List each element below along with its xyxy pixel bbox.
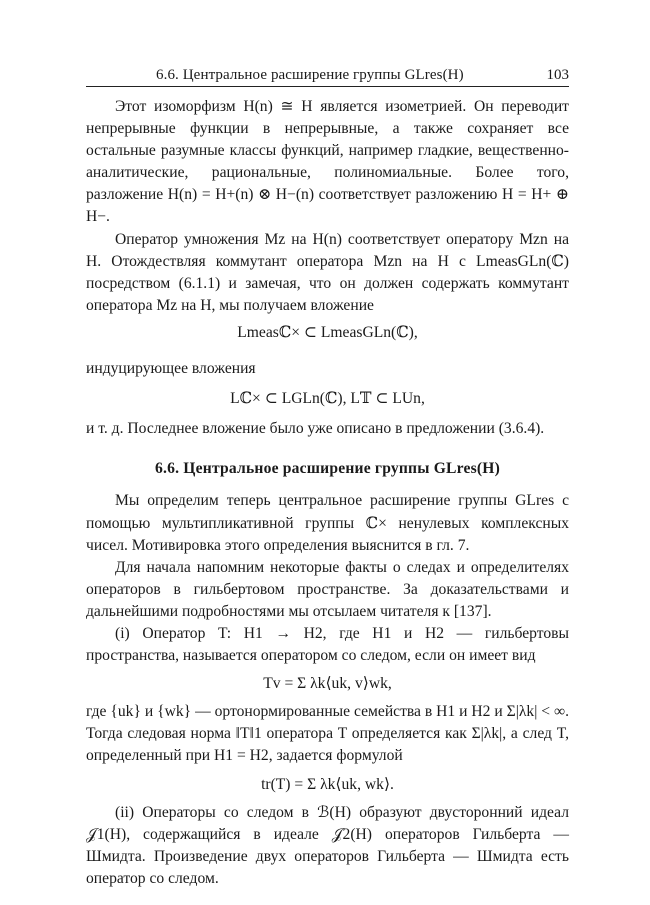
paragraph: Этот изоморфизм H(n) ≅ H является изометрией. Он переводит непрерывные функции в непрерывные, а также сохраняет все остальные разумные классы функций, например гладкие, вещественно-аналитические, рациональные, полиномиальные. Более того, разложение H(n) = H+(n) ⊗ H−(n) соответствует разложению H = H+ ⊕ H−. — [86, 98, 569, 226]
paragraph: индуцирующее вложения — [86, 360, 256, 378]
running-title: 6.6. Центральное расширение группы GLres(H) — [156, 67, 464, 83]
formula: tr(T) = Σ λk⟨uk, wk⟩. — [261, 775, 394, 793]
running-header — [86, 66, 569, 87]
formula: Tv = Σ λk⟨uk, v⟩wk, — [263, 675, 392, 693]
formula: Lmeasℂ× ⊂ LmeasGLn(ℂ), — [237, 323, 418, 341]
page-body — [86, 96, 569, 890]
paragraph: (ii) Операторы со следом в ℬ(H) образуют двусторонний идеал 𝒥1(H), содержащийся в идеале 𝒥2(H) операторов Гильберта — Шмидта. Произведение двух операторов Гильберта — Шмидта есть оператор со следом. — [86, 803, 569, 887]
paragraph: и т. д. Последнее вложение было уже описано в предложении (3.6.4). — [86, 420, 545, 438]
formula: Lℂ× ⊂ LGLn(ℂ), L𝕋 ⊂ LUn, — [230, 390, 425, 408]
paragraph: Мы определим теперь центральное расширение группы GLres с помощью мультипликативной группы ℂ× ненулевых комплексных чисел. Мотивировка этого определения выяснится в гл. 7. — [86, 492, 569, 554]
page-number: 103 — [546, 67, 569, 83]
paragraph: Оператор умножения Mz на H(n) соответствует оператору Mzn на H. Отождествляя коммутант оператора Mzn на H с LmeasGLn(ℂ) посредством (6.1.1) и замечая, что он должен содержать коммутант оператора Mz на H, мы получаем вложение — [86, 230, 569, 314]
section-heading: 6.6. Центральное расширение группы GLres(H) — [155, 460, 500, 478]
paragraph: где {uk} и {wk} — ортонормированные семейства в H1 и H2 и Σ|λk| < ∞. Тогда следовая норма ‖T‖1 оператора T определяется как Σ|λk|, а след T, определенный при H1 = H2, задается формулой — [86, 703, 569, 765]
paragraph: (i) Оператор T: H1 → H2, где H1 и H2 — гильбертовы пространства, называется оператором со следом, если он имеет вид — [86, 624, 569, 665]
paragraph: Для начала напомним некоторые факты о следах и определителях операторов в гильбертовом пространстве. За доказательствами и дальнейшими подробностями мы отсылаем читателя к [137]. — [86, 558, 569, 620]
